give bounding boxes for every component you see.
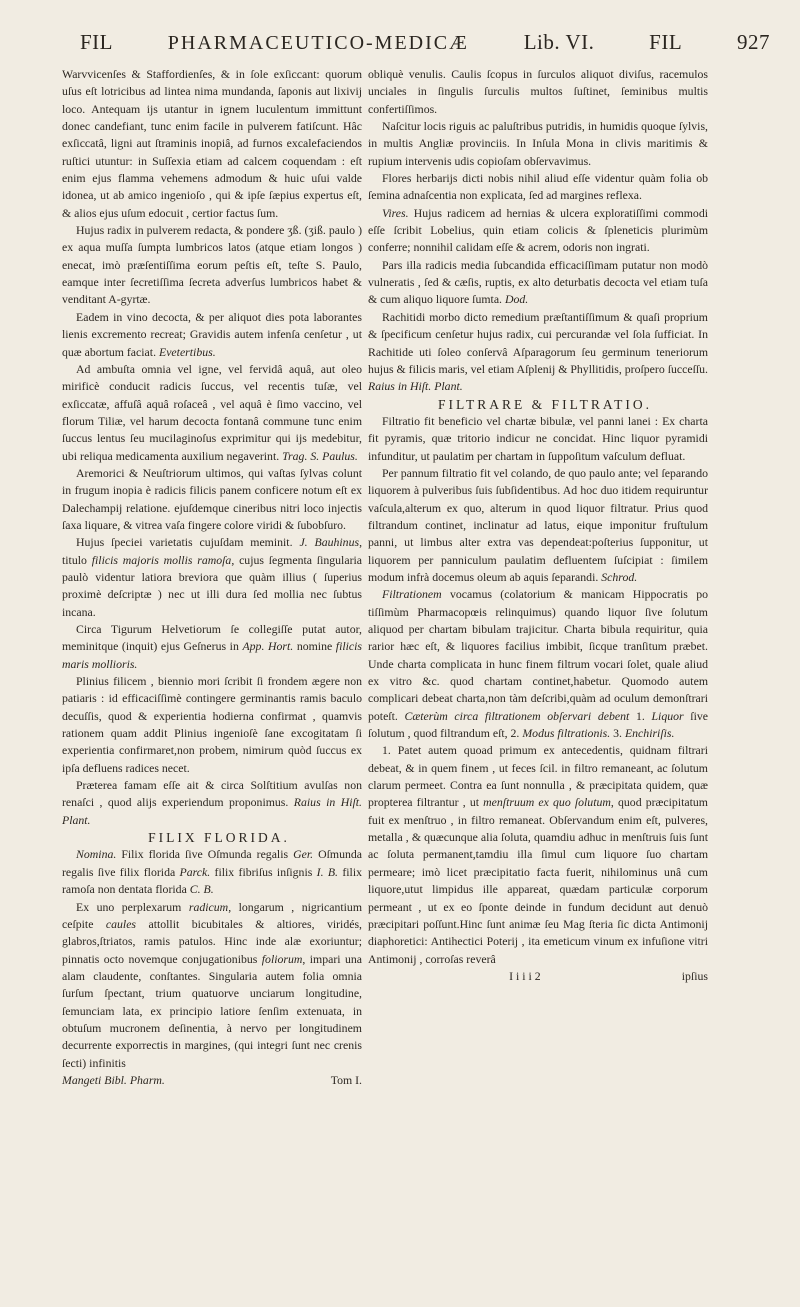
paragraph-text: filix fibriſus inſignis — [214, 864, 313, 879]
paragraph-text: Ad ambuſta omnia vel igne, vel fervidâ aquâ, aut oleo mirificè conducit radicis ſuccus, vel recentis tuſæ, vel exſiccatæ, affuſâ aquâ roſaceâ , vel aquâ è ſimo vaccino, vel florum Tiliæ, vel harum decocta fontanâ commune tunc enim ſuccus lentus ſeu mucilaginoſus exprimitur qui ijs medebitur, ubi reliqua medicamenta auxilium negaverint. — [62, 361, 362, 463]
catch-line — [62, 1072, 362, 1089]
paragraph — [368, 257, 708, 309]
paragraph-text: ſive ſolutum , quod filtrandum eſt, 2. — [368, 708, 708, 741]
paragraph — [62, 846, 362, 898]
catch-line — [368, 968, 708, 985]
volume-label: Tom I. — [330, 1072, 362, 1087]
paragraph-text: Cæterùm circa filtrationem obſervari debent — [404, 708, 630, 723]
paragraph — [368, 309, 708, 396]
paragraph-text: 1. Patet autem quoad primum ex antecedentis, quidnam filtrari debeat, & in quem finem , ut feces ſcil. in filtro remaneant, ac ſolutum clarum permeet. Contra ea ſunt nonnulla , & præcipitata quidem, quæ propterea filtrantur , ut — [368, 743, 708, 810]
book-signature: Mangeti Bibl. Pharm. — [62, 1072, 165, 1087]
citation: filicis maris mollioris. — [62, 639, 363, 671]
paragraph-text: 3. — [613, 726, 622, 741]
paragraph-text: Oſmunda regalis ſive filix florida — [62, 847, 362, 879]
paragraph-text: filix ramoſa non dentata florida — [62, 864, 363, 897]
paragraph-text: 1. — [635, 708, 645, 723]
paragraph-label: Nomina. — [76, 847, 117, 862]
paragraph: Flores herbarijs dicti nobis nihil aliud eſſe videntur quàm folia ob ſemina adnaſcentia non explicata, ſed ad margines reflexa. — [368, 171, 708, 203]
paragraph-text: , cujus ſegmenta ſingularia paulò videntur latiora breviora que quàm illius ( ſuperius proximè deſcriptæ ) nec ut illi dura ſed mollia nec ſubtus incana. — [62, 552, 363, 619]
citation: Raius in Hiſt. Plant. — [62, 795, 363, 827]
paragraph-text: Pars illa radicis media ſubcandida efficaciſſimam putatur non modò vulneratis , ſed & cæſis, ruptis, ex alto deturbatis decocta vel etiam tuſa & cum aliquo liquore ſumta. — [368, 257, 708, 307]
paragraph-text: Plinius filicem , biennio mori ſcribit ſi frondem ægere non patiaris : id efficaciſſimè contingere germinantis ramis baculo decuſſis, quod & experientia hodierna confirmat , quamvis rationem quam addit Plinius ingenioſè ſane excogitatam ſi experientia confirmaret,non probem, nimirum quòd ſuccus ex ipſa defluens radices necet. — [62, 674, 362, 775]
paragraph — [368, 586, 708, 742]
paragraph-text: Aremorici & Neuſtriorum ultimos, qui vaſtas ſylvas colunt in frugum inopia è radicis filicis panem conficere notum eſt ex Dalechampij relatione. ejuſdemque cineribus nitri loco injectis ſaxa liquare, & vitrea vaſa fingere colore viridi & ſubobſuro. — [62, 465, 362, 532]
term: radicum — [188, 899, 229, 914]
paragraph-text: Hujus radix in pulverem redacta, & pondere ʒß. (ʒiß. paulo ) ex aqua muſſa ſumpta lumbricos latos (atque etiam longos ) enecat, imò præſentiſſima eorum peſtis eſt, teſte S. Paulo, eamque inter ſecretiſſima ſecreta adverſus lumbricos habet & venditant A-gyrtæ. — [62, 223, 362, 307]
book-number: Lib. VI. — [523, 30, 595, 54]
term: menſtruum ex quo ſolutum — [483, 795, 611, 810]
citation: Raius in Hiſt. Plant. — [368, 379, 463, 394]
paragraph: Filtratio fit beneficio vel chartæ bibulæ, vel panni lanei : Ex charta fit pyramis, quæ tritorio indicur ne concidat. Hinc liquor pyramidi infunditur, ut paulatim per chartam in ſuppoſitum vaſculum defluat. — [368, 413, 708, 463]
paragraph — [62, 673, 362, 777]
paragraph — [368, 465, 708, 586]
paragraph: Naſcitur locis riguis ac paluſtribus putridis, in humidis quoque ſylvis, in multis Angliæ provinciis. In Inſula Mona in clivis maritimis & rupium intervenis udis copioſam obſervavimus. — [368, 119, 708, 168]
paragraph — [62, 361, 362, 465]
paragraph — [62, 465, 362, 534]
paragraph-text: Præterea famam eſſe ait & circa Solſtitium avulſas non renaſci , quod alijs experiendum proponimus. — [62, 778, 362, 810]
paragraph — [62, 534, 362, 621]
left-folio-word: FIL — [80, 30, 113, 54]
citation: C. B. — [189, 882, 214, 897]
term: Modus filtrationis. — [522, 726, 611, 741]
citation: App. Hort. — [242, 639, 294, 654]
citation: Ger. — [293, 847, 314, 862]
citation: Schrod. — [601, 569, 638, 584]
paragraph-text: Rachitidi morbo dicto remedium præſtantiſſimum & quaſi proprium & ſpecificum cenſetur hujus radix, cui percurandæ vel ſola ſufficiat. In Rachitide uti ſoleo conſervâ Aſparagorum ſeu germinum teneriorum hujus & filicis maris, vel etiam Aſplenij & Phyllitidis, proſpero ſucceſſu. — [368, 309, 708, 376]
citation: Dod. — [504, 292, 529, 307]
paragraph-text: Eadem in vino decocta, & per aliquot dies pota laborantes lienis excremento recreat; Gravidis autem infenſa cenſetur , ut quæ abortum faciat. — [62, 309, 362, 359]
paragraph-text: , longarum , nigricantium ceſpite — [62, 899, 363, 931]
section-heading: FILTRARE & FILTRATIO. — [438, 396, 652, 412]
paragraph — [368, 742, 708, 967]
paragraph-text: , titulo — [62, 535, 363, 567]
paragraph-label: Vires. — [382, 205, 409, 220]
right-column — [368, 66, 708, 985]
term: Enchiriſis. — [624, 726, 675, 741]
term: foliorum — [261, 951, 303, 966]
paragraph — [62, 309, 362, 361]
running-head — [80, 30, 770, 55]
paragraph — [62, 222, 362, 309]
citation: I. B. — [316, 864, 339, 879]
paragraph-text: , impari una alam claudente, conſtantes. Singularia autem folia omnia ſurſum ſpectant, trium quatuorve unciarum longitudine, ſemunciam lata, ex principio latiore ſenſim extenuata, in obtuſum mucronem deſinentia, à nervo per longitudinem decurrente exporrectis in margines, (qui integri ſunt nec crenis ſecti) infinitis — [62, 951, 362, 1070]
paragraph-label: Filtrationem — [382, 587, 442, 602]
paragraph-text: nomine — [296, 639, 333, 654]
paragraph-text: attollit bicubitales & altiores, viridés, glabros,ſtriatos, ramis patulos. Hinc inde alæ exoriuntur; pinnatis octo novemque conjugationibus — [62, 916, 363, 966]
running-title: PHARMACEUTICO-MEDICÆ — [167, 32, 469, 54]
paragraph — [368, 205, 708, 257]
paragraph-text: Circa Tigurum Helvetiorum ſe collegiſſe putat autor, meminitque (inquit) ejus Geſnerus in — [62, 622, 362, 654]
term: Liquor — [651, 708, 684, 723]
citation: Parck. — [179, 864, 211, 879]
signature-mark: I i i i 2 — [509, 968, 541, 983]
paragraph: obliquè venulis. Caulis ſcopus in ſurculos aliquot diviſus, racemulos unciales in ſingulis ſurculis multos ſuſtinet, ſeminibus multis confertiſſimos. — [368, 67, 708, 116]
right-folio-word: FIL — [649, 30, 683, 54]
paragraph-text: Hujus radicem ad hernias & ulcera exploratiſſimi commodi eſſe ſcribit Lobelius, quin etiam colicis & ſpleneticis plurimùm conferre; nonnihil calidam eſſe & acrem, odoris non ingrati. — [368, 205, 708, 255]
paragraph — [62, 621, 362, 673]
page-number: 927 — [736, 30, 770, 54]
paragraph-text: Ex uno perplexarum — [76, 899, 182, 914]
term: caules — [105, 916, 137, 931]
left-column — [62, 66, 362, 1089]
section-heading: FILIX FLORIDA. — [148, 830, 290, 846]
catchword: ipſius — [681, 968, 708, 983]
paragraph-text: , quod præcipitatum fuit ex menſtruo , in filtro remaneat. Obſervandum enim eſt, pulveres, metalla , & quæcunque alia ſoluta, quamdiu adhuc in menſtruis ſuis ſunt ac ſoluta permanent,tamdiu illa ſimul cum liquore ſuo chartam permeare; imò licet præcipitatio facta fuerit, nihilominus unâ cum liquore,utut limpidus ille appareat, quædam particulæ corporum permeant , ut ex eo ſponte deinde in fundum decidunt aut denuò præcipitari poſſunt.Hinc ſunt animæ ſeu Mag ſteria ſic dicta Antimonij diaphoretici: Antihectici Poterij , ita emeticum vinum ex infuſione vitri Antimonij , corroſas reverâ — [368, 795, 708, 966]
paragraph-text: Filix florida ſive Oſmunda regalis — [121, 847, 289, 862]
paragraph — [62, 899, 362, 1072]
paragraph-text: Per pannum filtratio fit vel colando, de quo paulo ante; vel ſeparando liquorem à pulveribus ſuis ſubſidentibus. Ad hoc duo itidem requiruntur vaſcula,alterum ex quo, alterum in quod liquor filtratur. Prius quod filtrandum continet, inclinatur ad latus, eique imponitur fruſtulum panni, ut limbus alter extra vas dependeat:poſterius ſupponitur, ut liquorem per panniculum paulatim defluentem ſuſcipiat : ſimilem modum infrà docemus oleum ab aquis ſeparandi. — [368, 465, 708, 584]
paragraph — [62, 777, 362, 829]
paragraph: Warvvicenſes & Staffordienſes, & in ſole exſiccant: quorum uſus eſt lotricibus ad lintea nima mundanda, ſaponis aut lixivij loco. Antequam ijs utantur in ignem luculentum immittunt donec candefiant, tunc enim facile in pulverem fatiſcunt. Hâc exſiccatâ, ligni aut ſtraminis inopiâ, ad furnos excalefaciendos ruſtici utuntur: in Suſſexia etiam ad calcem coquendam : eſt enim ejus flamma vehemens admodum & huic uſui valde idonea, ut ab amico ingenioſo , qui & ipſe ſæpius expertus eſt, & alios ejus uſum edocuit , certior factus ſum. — [62, 67, 362, 220]
citation: filicis majoris mollis ramoſa — [91, 552, 232, 567]
paragraph-text: Hujus ſpeciei varietatis cujuſdam meminit. — [76, 535, 293, 550]
citation: Trag. S. Paulus. — [282, 448, 358, 463]
citation: J. Bauhinus — [299, 535, 360, 550]
paragraph-text: vocamus (colatorium & manicam Hippocratis po tiſſimùm Pharmacopœis relinquimus) quando liquor ſive ſolutum aliquod per chartam bibulam trajicitur. Charta bibula requiritur, quia rarior hæc eſt, & liquores facilius imbibit, ſicque tranſitum præbet. Unde charta complicata in hunc finem filtrum vocari ſolet, quale aliud ex vitro &c. quod chartam continet,habetur. Quomodo autem complicari debeat charta,non tàm deſcribi,quàm ad oculum demonſtrari poteſt. — [368, 587, 708, 723]
citation: Evetertibus. — [158, 344, 216, 359]
